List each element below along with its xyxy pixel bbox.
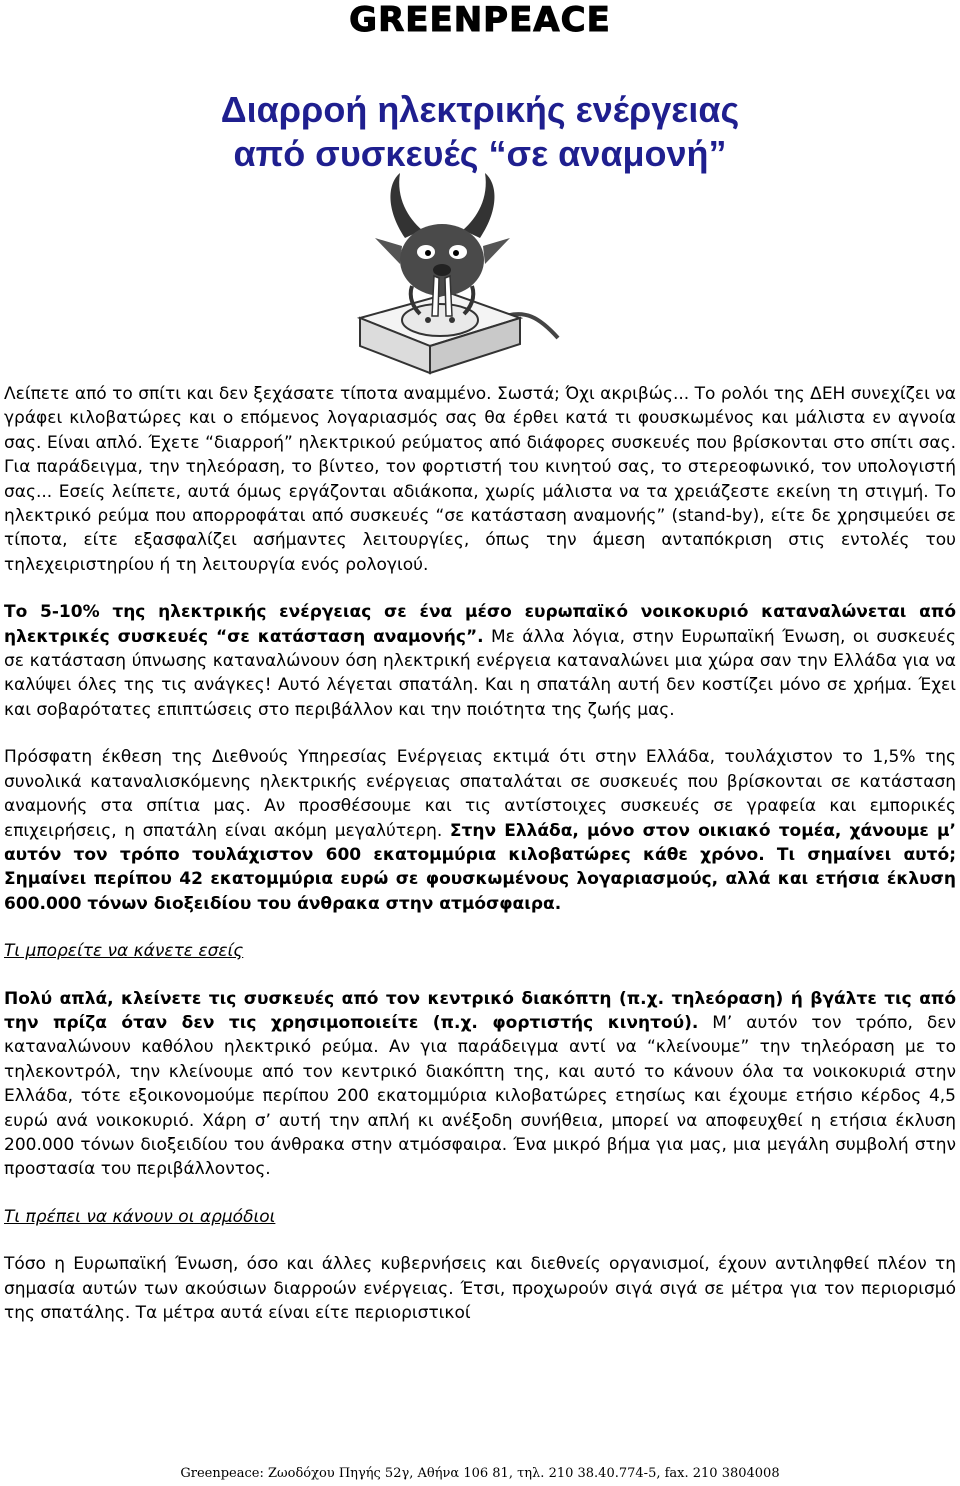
paragraph-text: Με άλλα λόγια, στην Ευρωπαϊκή Ένωση, οι συσκευές σε κατάσταση ύπνωσης καταναλώνουν όση ηλεκτρική ενέργεια καταναλώνει μια χώρα σαν την Ελλάδα για να καλύψει όλες της τις ανάγκες! Αυτό λέγεται σπατάλη. Και η σπατάλη αυτή δεν κοστίζει μόνο σε χρήμα. Έχει και σοβαρότατες επιπτώσεις στο περιβάλλον και την ποιότητα της ζωής μας. — [4, 626, 956, 720]
greenpeace-logo: GREENPEACE — [349, 0, 611, 40]
bold-statement: Το 5-10% της ηλεκτρικής ενέργειας σε ένα μέσο ευρωπαϊκό νοικοκυριό καταναλώνεται από ηλεκτρικές συσκευές “σε κατάσταση αναμονής”. — [4, 602, 956, 647]
document-body — [4, 382, 956, 1348]
bold-statement: Στην Ελλάδα, μόνο στον οικιακό τομέα, χάνουμε μ’ αυτόν τον τρόπο τουλάχιστον 600 εκατομμύρια κιλοβατώρες κάθε χρόνο. Τι σημαίνει αυτό; Σημαίνει περίπου 42 εκατομμύρια ευρώ σε φουσκωμένους λογαριασμούς, αλλά και ετήσια έκλυση 600.000 τόνων διοξειδίου του άνθρακα στην ατμόσφαιρα. — [4, 820, 956, 914]
page-title — [0, 88, 960, 176]
paragraph-text: Πρόσφατη έκθεση της Διεθνούς Υπηρεσίας Ενέργειας εκτιμά ότι στην Ελλάδα, τουλάχιστον το 1,5% της συνολικά καταναλισκόμενης ηλεκτρικής ενέργειας σπαταλάται σε συσκευές που βρίσκονται σε κατάσταση αναμονής στα σπίτια μας. Αν προσθέσουμε και τις αντίστοιχες συσκευές σε γραφεία και εμπορικές επιχειρήσεις, η σπατάλη είναι ακόμη μεγαλύτερη. — [4, 747, 956, 841]
paragraph-intro: Λείπετε από το σπίτι και δεν ξεχάσατε τίποτα αναμμένο. Σωστά; Όχι ακριβώς... Το ρολόι της ΔΕΗ συνεχίζει να γράφει κιλοβατώρες και ο επόμενος λογαριασμός σας θα έρθει κατά τι φουσκωμένος και μάλιστα εν αγνοία σας. Είναι απλό. Έχετε “διαρροή” ηλεκτρικού ρεύματος από διάφορες συσκευές που βρίσκονται στο σπίτι σας. Για παράδειγμα, την τηλεόραση, το βίντεο, τον φορτιστή του κινητού σας, το στερεοφωνικό, τον υπολογιστή σας... Εσείς λείπετε, αυτά όμως εργάζονται αδιάκοπα, χωρίς μάλιστα να τα χρειάζεστε εκείνη τη στιγμή. Το ηλεκτρικό ρεύμα που απορροφάται από συσκευές “σε κατάσταση αναμονής” (stand-by), είτε δε χρησιμεύει σε τίποτα, είτε εξασφαλίζει ασήμαντες λειτουργίες, όπως την άμεση ανταπόκριση στις εντολές του τηλεχειριστηρίου ή τη λειτουργία ενός ρολογιού. — [4, 384, 956, 575]
paragraph-greece-report — [4, 745, 956, 916]
section-heading-what-authorities-should-do: Τι πρέπει να κάνουν οι αρμόδιοι — [4, 1206, 276, 1227]
paragraph-authorities: Τόσο η Ευρωπαϊκή Ένωση, όσο και άλλες κυβερνήσεις και διεθνείς οργανισμοί, έχουν αντιληφθεί πλέον τη σημασία αυτών των ακούσιων διαρροών ενέργειας. Έτσι, προχωρούν σιγά σιγά σε μέτρα για τον περιορισμό της σπατάλης. Τα μέτρα αυτά είναι είτε περιοριστικοί — [4, 1254, 956, 1323]
title-line-2: από συσκευές “σε αναμονή” — [233, 133, 727, 174]
plug-monster-cartoon-icon — [330, 168, 560, 380]
paragraph-text: Μ’ αυτόν τον τρόπο, δεν καταναλώνουν καθόλου ηλεκτρικό ρεύμα. Αν για παράδειγμα αντί να “κλείνουμε” την τηλεόραση με το τηλεκοντρόλ, την κλείνουμε από τον κεντρικό διακόπτη της, και αυτό το κάνουν όλα τα νοικοκυριά στην Ελλάδα, τότε εξοικονομούμε περίπου 200 εκατομμύρια κιλοβατώρες ετησίως και έχουμε ετήσιο κέρδος 4,5 ευρώ ανά νοικοκυριό. Χάρη σ’ αυτή την απλή κι ανέξοδη συνήθεια, μπορεί να αποφευχθεί η ετήσια έκλυση 200.000 τόνων διοξειδίου του άνθρακα στην ατμόσφαιρα. Ένα μικρό βήμα για μας, μια μεγάλη συμβολή στην προστασία του περιβάλλοντος. — [4, 1012, 956, 1180]
paragraph-standby-share — [4, 600, 956, 722]
page-footer: Greenpeace: Ζωοδόχου Πηγής 52γ, Αθήνα 106 81, τηλ. 210 38.40.774-5, fax. 210 3804008 — [180, 1466, 780, 1481]
bold-statement: Πολύ απλά, κλείνετε τις συσκευές από τον κεντρικό διακόπτη (π.χ. τηλεόραση) ή βγάλτε τις από την πρίζα όταν δεν τις χρησιμοποιείτε (π.χ. φορτιστής κινητού). — [4, 988, 956, 1033]
title-line-1: Διαρροή ηλεκτρικής ενέργειας — [220, 89, 740, 130]
section-heading-what-you-can-do: Τι μπορείτε να κάνετε εσείς — [4, 941, 244, 962]
paragraph-advice — [4, 987, 956, 1182]
